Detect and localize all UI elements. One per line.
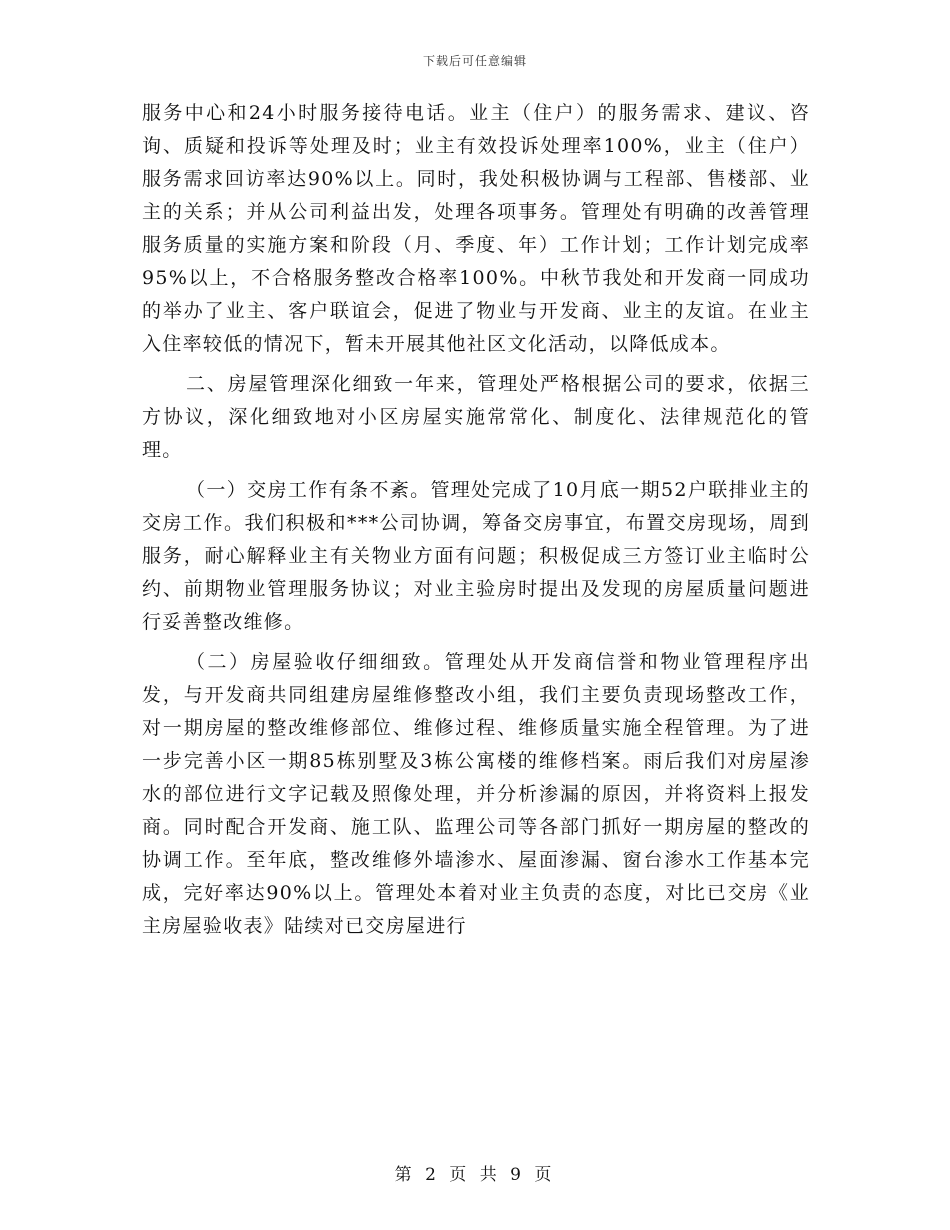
- paragraph-2: 二、房屋管理深化细致一年来，管理处严格根据公司的要求，依据三方协议，深化细致地对小区房屋实施常常化、制度化、法律规范化的管理。: [142, 373, 810, 461]
- document-body: [142, 97, 810, 943]
- page-header: 下载后可任意编辑: [422, 54, 527, 68]
- page-number-footer: 第 2 页 共 9 页: [394, 1165, 556, 1185]
- paragraph-1: 服务中心和24小时服务接待电话。业主（住户）的服务需求、建议、咨询、质疑和投诉等处理及时；业主有效投诉处理率100%，业主（住户）服务需求回访率达90%以上。同时，我处积极协调与工程部、售楼部、业主的关系；并从公司利益出发，处理各项事务。管理处有明确的改善管理服务质量的实施方案和阶段（月、季度、年）工作计划；工作计划完成率95%以上，不合格服务整改合格率100%。中秋节我处和开发商一同成功的举办了业主、客户联谊会，促进了物业与开发商、业主的友谊。在业主入住率较低的情况下，暂未开展其他社区文化活动，以降低成本。: [142, 102, 810, 355]
- paragraph-3: （一）交房工作有条不紊。管理处完成了10月底一期52户联排业主的交房工作。我们积极和***公司协调，筹备交房事宜，布置交房现场，周到服务，耐心解释业主有关物业方面有问题；积极促成三方签订业主临时公约、前期物业管理服务协议；对业主验房时提出及发现的房屋质量问题进行妥善整改维修。: [142, 479, 810, 633]
- paragraph-4: （二）房屋验收仔细细致。管理处从开发商信誉和物业管理程序出发，与开发商共同组建房屋维修整改小组，我们主要负责现场整改工作，对一期房屋的整改维修部位、维修过程、维修质量实施全程管理。为了进一步完善小区一期85栋别墅及3栋公寓楼的维修档案。雨后我们对房屋渗水的部位进行文字记载及照像处理，并分析渗漏的原因，并将资料上报发商。同时配合开发商、施工队、监理公司等各部门抓好一期房屋的整改的协调工作。至年底，整改维修外墙渗水、屋面渗漏、窗台渗水工作基本完成，完好率达90%以上。管理处本着对业主负责的态度，对比已交房《业主房屋验收表》陆续对已交房屋进行: [142, 651, 810, 937]
